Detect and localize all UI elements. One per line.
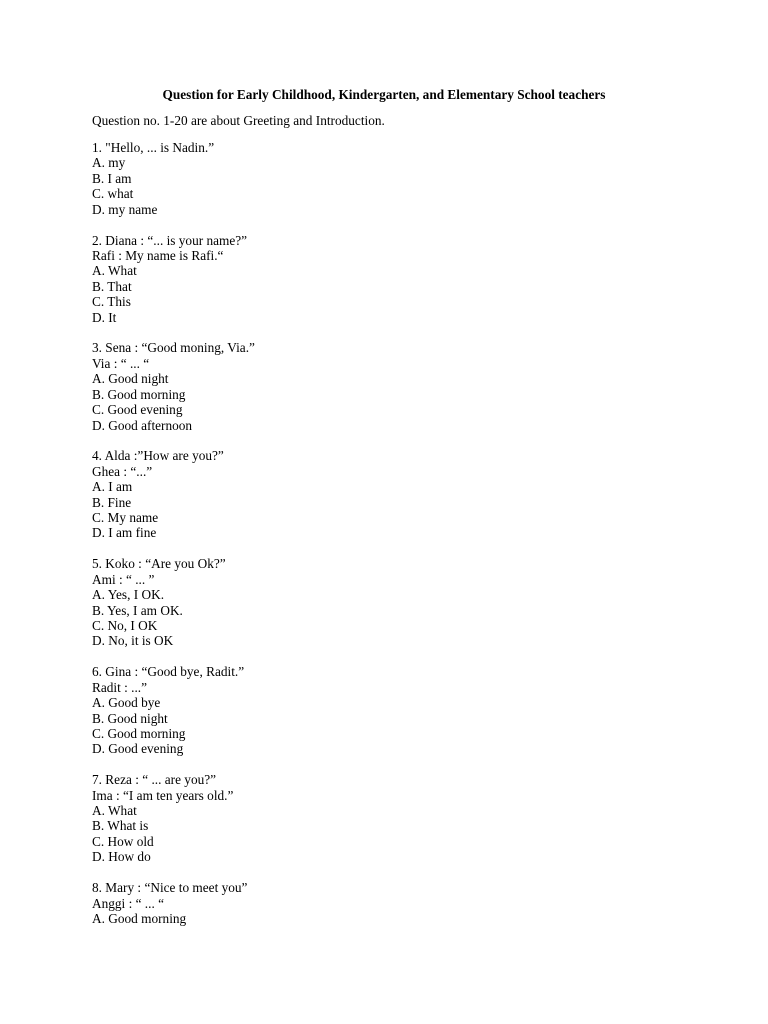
answer-option: D. I am fine [92,525,157,541]
question-7 [92,772,692,864]
answer-option: C. How old [92,833,154,849]
question-dialogue: Ghea : “...” [92,463,153,479]
intro-text: Question no. 1-20 are about Greeting and Introduction. [92,113,385,128]
answer-option: B. That [92,278,132,294]
question-dialogue: Anggi : “ ... “ [92,895,165,911]
answer-option: C. Good evening [92,402,183,418]
question-prompt: 1. "Hello, ... is Nadin.” [92,140,215,155]
question-prompt: 6. Gina : “Good bye, Radit.” [92,664,245,680]
question-dialogue: Via : “ ... “ [92,355,150,371]
answer-option: A. What [92,263,137,279]
question-8 [92,880,692,926]
question-prompt: 8. Mary : “Nice to meet you” [92,880,248,896]
answer-option: A. Yes, I OK. [92,587,165,603]
answer-option: A. What [92,803,137,819]
answer-option: C. Good morning [92,725,186,741]
question-prompt: 5. Koko : “Are you Ok?” [92,556,226,572]
answer-option: B. Yes, I am OK. [92,602,183,618]
document-title: Question for Early Childhood, Kindergarten, and Elementary School teachers [162,87,606,102]
question-prompt: 3. Sena : “Good moning, Via.” [92,340,255,356]
question-1 [92,140,692,217]
question-prompt: 7. Reza : “ ... are you?” [92,772,217,788]
question-dialogue: Ima : “I am ten years old.” [92,787,234,803]
answer-option: C. This [92,294,131,310]
answer-option: A. my [92,155,126,171]
answer-option: D. Good afternoon [92,417,193,433]
question-2 [92,233,692,325]
question-prompt: 2. Diana : “... is your name?” [92,232,248,248]
answer-option: A. I am [92,479,133,495]
question-dialogue: Rafi : My name is Rafi.“ [92,247,224,263]
question-prompt: 4. Alda :”How are you?” [92,448,224,464]
answer-option: D. Good evening [92,741,184,757]
question-5 [92,556,692,648]
answer-option: B. What is [92,818,149,834]
answer-option: D. It [92,309,117,325]
answer-option: D. my name [92,201,158,217]
answer-option: D. How do [92,849,151,865]
answer-option: A. Good bye [92,695,161,711]
question-4 [92,448,692,540]
answer-option: C. My name [92,510,159,526]
answer-option: C. what [92,186,134,202]
answer-option: A. Good morning [92,910,187,926]
answer-option: B. Good night [92,710,168,726]
answer-option: A. Good night [92,371,169,387]
question-list [92,140,692,942]
answer-option: B. I am [92,170,132,186]
question-dialogue: Ami : “ ... ” [92,571,155,587]
answer-option: B. Good morning [92,386,186,402]
question-dialogue: Radit : ...” [92,679,148,695]
answer-option: C. No, I OK [92,617,158,633]
answer-option: D. No, it is OK [92,633,174,649]
question-3 [92,340,692,432]
answer-option: B. Fine [92,494,132,510]
question-6 [92,664,692,756]
